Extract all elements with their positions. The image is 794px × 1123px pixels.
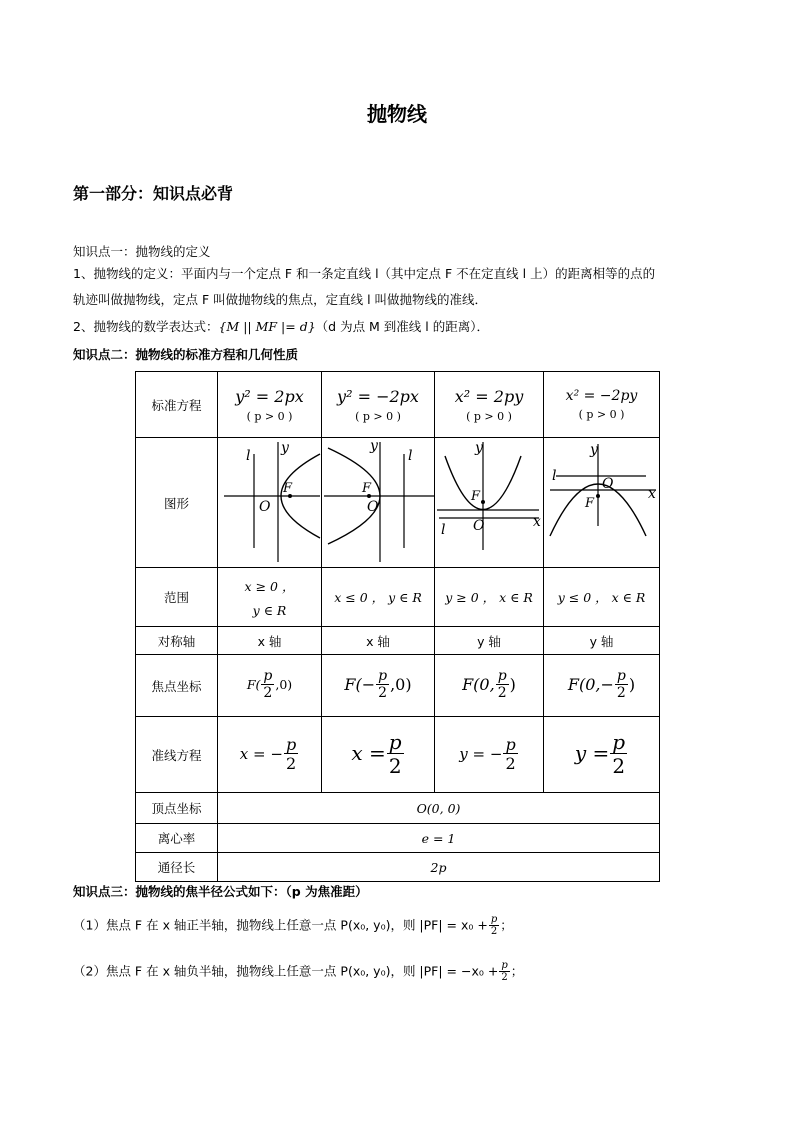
focus-4-pre: F(0,− bbox=[567, 675, 614, 694]
label-F: F bbox=[585, 496, 595, 511]
directrix-3-pre: y = − bbox=[459, 744, 503, 763]
eccentricity-value: e = 1 bbox=[218, 824, 660, 853]
row-vertex bbox=[136, 793, 660, 824]
kp2-heading: 知识点二：抛物线的标准方程和几何性质 bbox=[73, 347, 299, 362]
label-vertex: 顶点坐标 bbox=[136, 793, 218, 824]
fraction-denominator: 2 bbox=[378, 685, 388, 702]
fraction-denominator: 2 bbox=[285, 754, 297, 774]
label-figure: 图形 bbox=[136, 438, 218, 568]
item-2-end: ； bbox=[510, 963, 524, 979]
label-l: l bbox=[552, 468, 557, 484]
item-1-fraction bbox=[489, 914, 499, 938]
axis-cell-2: x 轴 bbox=[322, 627, 435, 655]
label-l: l bbox=[441, 522, 446, 538]
label-eccentricity: 离心率 bbox=[136, 824, 218, 853]
row-axis bbox=[136, 627, 660, 655]
equation-cell-3 bbox=[435, 372, 544, 438]
row-focus bbox=[136, 655, 660, 717]
label-O: O bbox=[367, 499, 379, 515]
label-range: 范围 bbox=[136, 568, 218, 627]
focal-radius-item-2 bbox=[73, 960, 523, 984]
directrix-4-pre: y = bbox=[574, 741, 610, 765]
properties-table bbox=[135, 371, 660, 882]
range-cell-4: y ≤ 0 ， x ∈ R bbox=[544, 568, 660, 627]
vertex-value: O(0, 0) bbox=[218, 793, 660, 824]
label-equation: 标准方程 bbox=[136, 372, 218, 438]
row-latus-rectum bbox=[136, 853, 660, 882]
focus-cell-1 bbox=[218, 655, 322, 717]
label-y: y bbox=[281, 440, 289, 456]
directrix-cell-3 bbox=[435, 717, 544, 793]
label-y: y bbox=[370, 438, 378, 454]
row-range bbox=[136, 568, 660, 627]
kp1-heading: 知识点一：抛物线的定义 bbox=[73, 244, 211, 259]
fraction-denominator: 2 bbox=[505, 754, 516, 774]
equation-3: x² = 2py bbox=[454, 386, 524, 406]
label-y: y bbox=[475, 440, 483, 456]
label-l: l bbox=[408, 448, 413, 464]
figure-cell-3 bbox=[435, 438, 544, 568]
focus-2-post: ,0) bbox=[390, 675, 412, 694]
fraction-numerator: p bbox=[263, 667, 273, 684]
focus-2-pre: F(− bbox=[344, 675, 376, 694]
focus-3-post: ) bbox=[509, 675, 516, 694]
directrix-4-fraction bbox=[610, 731, 627, 778]
range-cell-2: x ≤ 0 ， y ∈ R bbox=[322, 568, 435, 627]
axis-cell-3: y 轴 bbox=[435, 627, 544, 655]
directrix-2-pre: x = bbox=[351, 741, 386, 765]
condition-3: ( p > 0 ) bbox=[466, 409, 512, 423]
range-cell-3: y ≥ 0 ， x ∈ R bbox=[435, 568, 544, 627]
item-1-text: （1）焦点 F 在 x 轴正半轴，抛物线上任意一点 P(x₀, y₀)，则 |PF| = x₀ + bbox=[73, 917, 488, 933]
label-F: F bbox=[283, 481, 293, 496]
directrix-2-fraction bbox=[387, 731, 404, 778]
range-cell-1 bbox=[218, 568, 322, 627]
equation-cell-2 bbox=[322, 372, 435, 438]
parabola-down-figure bbox=[544, 438, 660, 564]
definition-line-1: 1、抛物线的定义：平面内与一个定点 F 和一条定直线 l（其中定点 F 不在定直线 l 上）的距离相等的点的 bbox=[73, 266, 656, 281]
page-title: 抛物线 bbox=[367, 102, 427, 126]
label-O: O bbox=[602, 476, 614, 492]
fraction-denominator: 2 bbox=[501, 972, 508, 983]
directrix-cell-2 bbox=[322, 717, 435, 793]
parabola-right-figure bbox=[218, 438, 322, 564]
directrix-cell-1 bbox=[218, 717, 322, 793]
figure-cell-4 bbox=[544, 438, 660, 568]
row-equation bbox=[136, 372, 660, 438]
focus-3-fraction bbox=[496, 669, 509, 702]
label-x: x bbox=[648, 486, 656, 502]
kp3-heading-line bbox=[73, 882, 368, 900]
condition-1: ( p > 0 ) bbox=[246, 409, 293, 423]
axis-cell-1: x 轴 bbox=[218, 627, 322, 655]
row-directrix bbox=[136, 717, 660, 793]
latus-rectum-value: 2p bbox=[218, 853, 660, 882]
row-eccentricity bbox=[136, 824, 660, 853]
label-axis: 对称轴 bbox=[136, 627, 218, 655]
fraction-denominator: 2 bbox=[497, 685, 507, 702]
expression-prefix: 2、抛物线的数学表达式： bbox=[73, 319, 219, 334]
kp3-heading-note: （p 为焦准距） bbox=[285, 884, 368, 899]
label-y: y bbox=[590, 442, 598, 458]
directrix-1-fraction bbox=[284, 736, 298, 774]
focus-4-post: ) bbox=[628, 675, 636, 694]
label-l: l bbox=[246, 448, 251, 464]
label-O: O bbox=[259, 499, 271, 515]
focus-cell-4 bbox=[544, 655, 660, 717]
directrix-1-pre: x = − bbox=[239, 744, 283, 763]
fraction-denominator: 2 bbox=[490, 926, 498, 937]
condition-4: ( p > 0 ) bbox=[578, 408, 625, 421]
equation-4: x² = −2py bbox=[565, 388, 638, 404]
directrix-cell-4 bbox=[544, 717, 660, 793]
fraction-denominator: 2 bbox=[616, 685, 626, 702]
equation-1: y² = 2px bbox=[235, 386, 304, 406]
item-2-fraction bbox=[499, 960, 509, 984]
range-1-line-1: x ≥ 0 ， bbox=[244, 578, 295, 594]
label-O: O bbox=[473, 518, 485, 534]
focus-1-fraction bbox=[261, 669, 274, 702]
fraction-numerator: p bbox=[501, 960, 508, 971]
parabola-left-figure bbox=[322, 438, 435, 564]
fraction-numerator: p bbox=[490, 914, 498, 925]
figure-cell-2 bbox=[322, 438, 435, 568]
label-directrix: 准线方程 bbox=[136, 717, 218, 793]
label-x: x bbox=[533, 514, 541, 530]
focus-cell-3 bbox=[435, 655, 544, 717]
label-F: F bbox=[362, 481, 372, 496]
fraction-denominator: 2 bbox=[612, 754, 626, 778]
row-figure bbox=[136, 438, 660, 568]
equation-cell-4 bbox=[544, 372, 660, 438]
label-focus: 焦点坐标 bbox=[136, 655, 218, 717]
fraction-numerator: p bbox=[388, 730, 402, 754]
fraction-numerator: p bbox=[497, 667, 507, 684]
condition-2: ( p > 0 ) bbox=[355, 409, 401, 423]
fraction-denominator: 2 bbox=[263, 685, 273, 702]
label-F: F bbox=[471, 489, 481, 504]
focus-1-post: ,0) bbox=[275, 677, 293, 692]
fraction-denominator: 2 bbox=[388, 754, 402, 778]
item-1-end: ； bbox=[500, 917, 513, 933]
focus-2-fraction bbox=[376, 669, 389, 702]
fraction-numerator: p bbox=[378, 667, 388, 684]
parabola-up-figure bbox=[435, 438, 544, 564]
figure-cell-1 bbox=[218, 438, 322, 568]
fraction-numerator: p bbox=[285, 734, 297, 754]
item-2-text: （2）焦点 F 在 x 轴负半轴，抛物线上任意一点 P(x₀, y₀)，则 |PF| = −x₀ + bbox=[73, 963, 499, 979]
fraction-numerator: p bbox=[616, 667, 626, 684]
label-latus-rectum: 通径长 bbox=[136, 853, 218, 882]
focal-radius-item-1 bbox=[73, 914, 513, 938]
axis-cell-4: y 轴 bbox=[544, 627, 660, 655]
definition-line-2: 轨迹叫做抛物线，定点 F 叫做抛物线的焦点，定直线 l 叫做抛物线的准线． bbox=[73, 292, 488, 307]
expression-suffix: （d 为点 M 到准线 l 的距离）． bbox=[315, 319, 489, 334]
focus-1-pre: F( bbox=[246, 677, 261, 692]
focus-4-fraction bbox=[615, 669, 628, 702]
section-title: 第一部分：知识点必背 bbox=[73, 184, 234, 203]
expression-line bbox=[73, 317, 489, 335]
fraction-numerator: p bbox=[505, 734, 516, 754]
directrix-3-fraction bbox=[503, 736, 517, 774]
fraction-numerator: p bbox=[612, 730, 626, 754]
focus-3-pre: F(0, bbox=[462, 675, 495, 694]
equation-2: y² = −2px bbox=[337, 386, 419, 406]
range-1-line-2: y ∈ R bbox=[252, 602, 287, 618]
kp3-heading: 知识点三：抛物线的焦半径公式如下： bbox=[73, 884, 286, 899]
expression-math: {M || MF |= d} bbox=[218, 319, 316, 334]
equation-cell-1 bbox=[218, 372, 322, 438]
focus-cell-2 bbox=[322, 655, 435, 717]
